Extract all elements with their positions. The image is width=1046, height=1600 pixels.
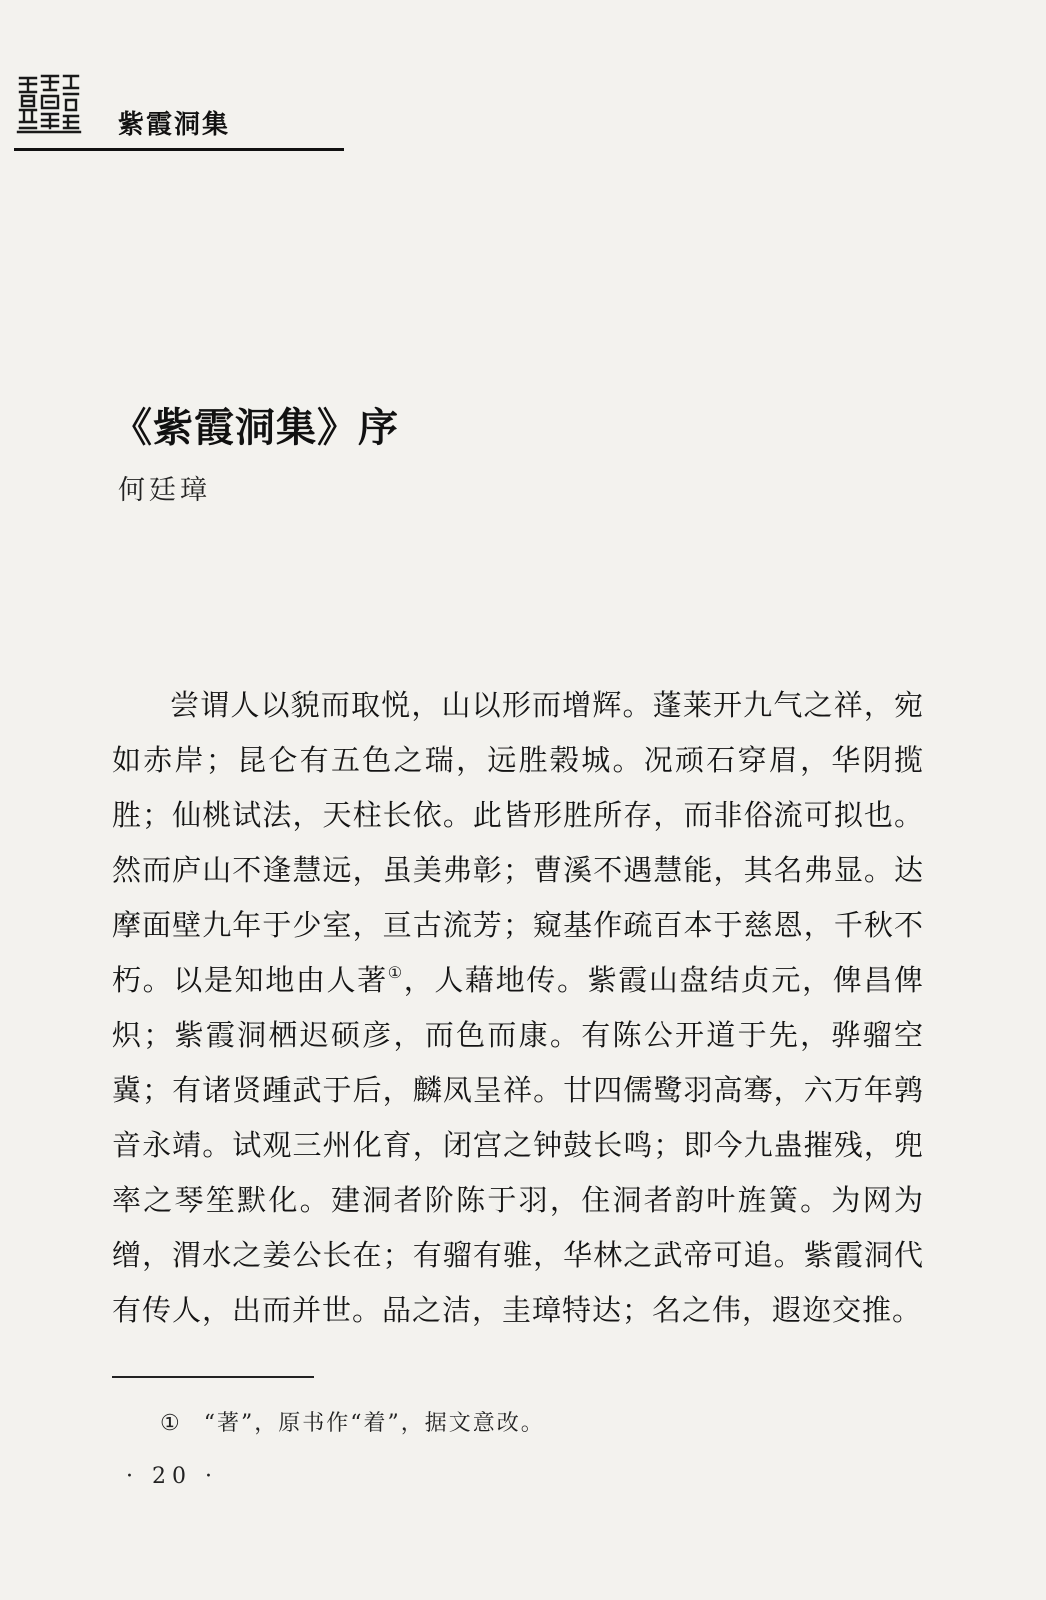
running-title: 紫霞洞集: [118, 110, 231, 140]
page-number: · 20 ·: [126, 1464, 218, 1489]
body-paragraph: [112, 678, 924, 1338]
article-author: 何廷璋: [118, 475, 211, 506]
article-title: 《紫霞洞集》序: [112, 404, 399, 451]
body-text-part-1: 尝谓人以貌而取悦，山以形而增辉。蓬莱开九气之祥，宛如赤岸；昆仑有五色之瑞，远胜榖城。况顽石穿眉，华阴揽胜；仙桃试法，天柱长依。此皆形胜所存，而非俗流可拟也。然而庐山不逢慧远，虽美弗彰；曹溪不遇慧能，其名弗显。达摩面壁九年于少室，亘古流芳；窥基作疏百本于慈恩，千秋不朽。以是知地由人著: [112, 688, 924, 997]
footnote-reference: ①: [387, 963, 404, 982]
header-rule: [14, 148, 344, 151]
footnote-mark: ①: [160, 1411, 182, 1436]
footnote-rule: [112, 1376, 314, 1378]
footnote-text: “著”，原书作“着”，据文意改。: [203, 1411, 545, 1436]
article-body: [112, 678, 924, 1338]
footnote: [160, 1406, 545, 1437]
body-text-part-2: ，人藉地传。紫霞山盘结贞元，俾昌俾炽；紫霞洞栖迟硕彦，而色而康。有陈公开道于先，骅骝空冀；有诸贤踵武于后，麟凤呈祥。廿四儒鹭羽高骞，六万年鹑音永靖。试观三州化育，闭宫之钟鼓长鸣；即今九蛊摧残，兜率之琴笙默化。建洞者阶陈于羽，住洞者韵叶旌簧。为网为缯，渭水之姜公长在；有骝有骓，华林之武帝可追。紫霞洞代有传人，出而并世。品之洁，圭璋特达；名之伟，遐迩交推。: [112, 963, 924, 1327]
book-series-seal-icon: [14, 72, 84, 134]
